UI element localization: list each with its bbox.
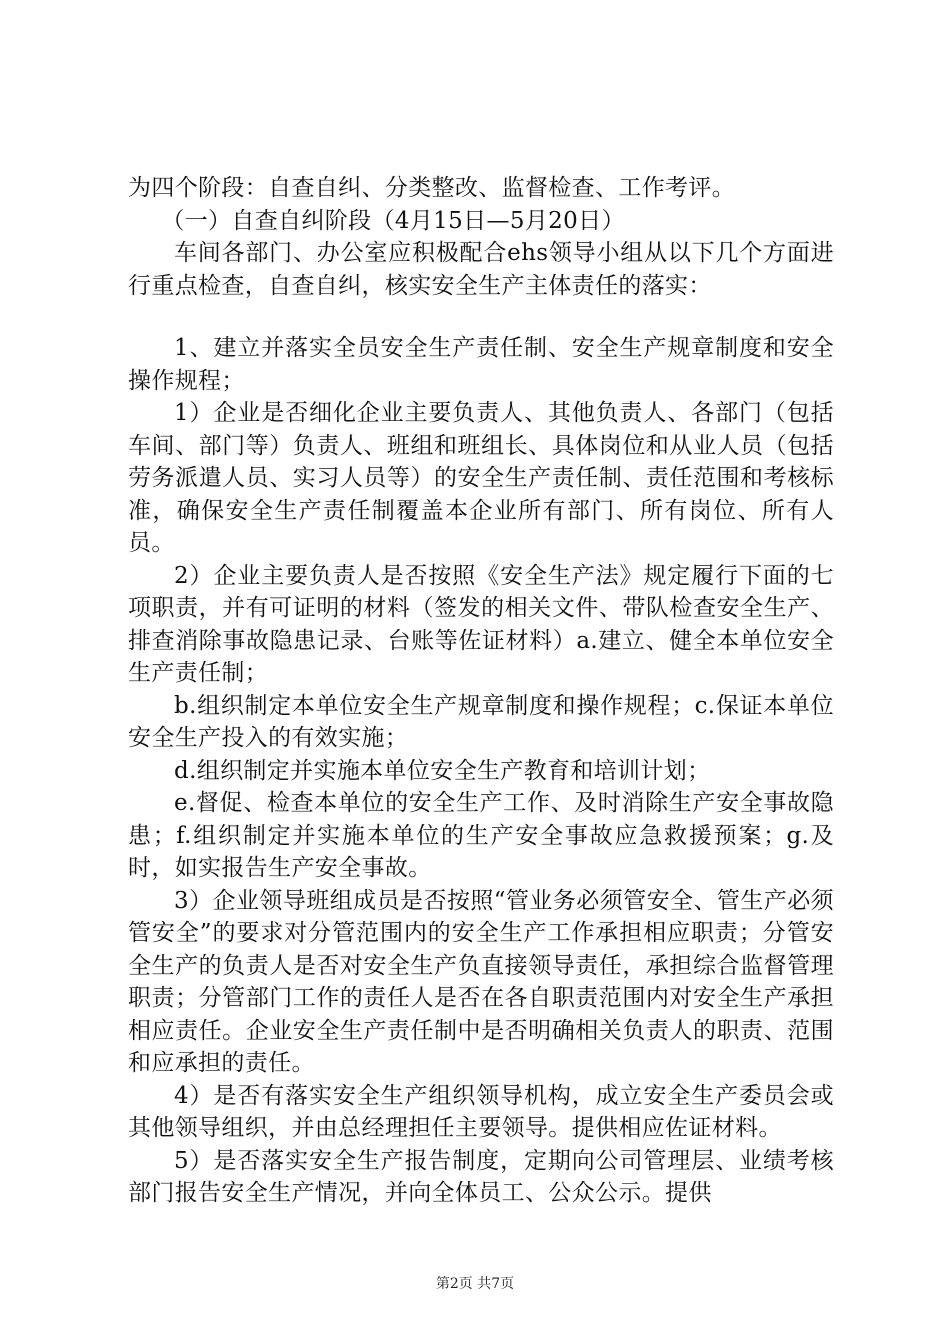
paragraph-subitem-2b: b.组织制定本单位安全生产规章制度和操作规程；c.保证本单位安全生产投入的有效实施； [128, 692, 834, 751]
paragraph-stages-intro: 为四个阶段：自查自纠、分类整改、监督检查、工作考评。 [128, 175, 736, 201]
paragraph-subitem-2d: d.组织制定并实施本单位安全生产教育和培训计划； [174, 757, 711, 784]
page-number-label: 第2页 共7页 [435, 1276, 515, 1292]
paragraph-subitem-4: 4）是否有落实安全生产组织领导机构，成立安全生产委员会或其他领导组织，并由总经理担任主要领导。提供相应佐证材料。 [128, 1082, 834, 1141]
paragraph-subitem-1: 1）企业是否细化企业主要负责人、其他负责人、各部门（包括车间、部门等）负责人、班组和班组长、具体岗位和从业人员（包括劳务派遣人员、实习人员等）的安全生产责任制、责任范围和考核标准，确保安全生产责任制覆盖本企业所有部门、所有岗位、所有人员。 [128, 400, 834, 556]
document-body [128, 172, 834, 1210]
paragraph-subitem-3: 3）企业领导班组成员是否按照“管业务必须管安全、管生产必须管安全”的要求对分管范围内的安全生产工作承担相应职责；分管安全生产的负责人是否对安全生产负直接领导责任，承担综合监督管理职责；分管部门工作的责任人是否在各自职责范围内对安全生产承担相应责任。企业安全生产责任制中是否明确相关负责人的职责、范围和应承担的责任。 [128, 887, 834, 1076]
page-footer [0, 1274, 950, 1294]
paragraph-self-check-heading: （一）自查自纠阶段（4月15日—5月20日） [161, 207, 625, 234]
paragraph-subitem-5: 5）是否落实安全生产报告制度，定期向公司管理层、业绩考核部门报告安全生产情况，并向全体员工、公众公示。提供 [128, 1147, 834, 1206]
paragraph-item-1: 1、建立并落实全员安全生产责任制、安全生产规章制度和安全操作规程； [128, 335, 834, 394]
paragraph-subitem-2e: e.督促、检查本单位的安全生产工作、及时消除生产安全事故隐患；f.组织制定并实施本单位的生产安全事故应急救援预案；g.及时，如实报告生产安全事故。 [128, 790, 834, 881]
paragraph-subitem-2: 2）企业主要负责人是否按照《安全生产法》规定履行下面的七项职责，并有可证明的材料（签发的相关文件、带队检查安全生产、排查消除事故隐患记录、台账等佐证材料）a.建立、健全本单位安全生产责任制； [128, 562, 834, 686]
paragraph-self-check-desc: 车间各部门、办公室应积极配合ehs领导小组从以下几个方面进行重点检查，自查自纠，核实安全生产主体责任的落实： [128, 240, 834, 299]
